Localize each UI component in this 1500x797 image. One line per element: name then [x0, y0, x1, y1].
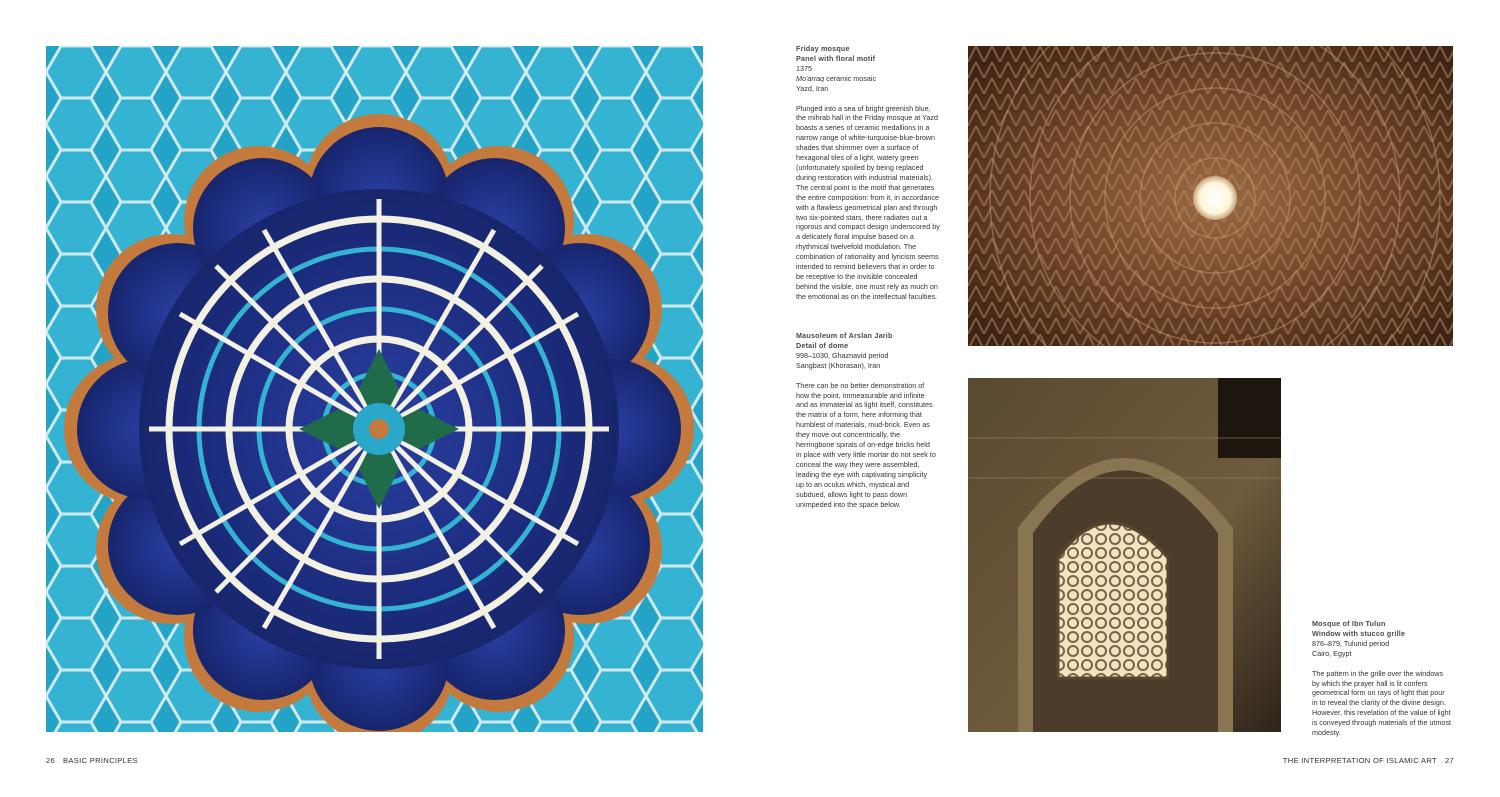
caption-medium-term: Mo'arraq [796, 73, 825, 83]
caption-place: Sangbast (Khorasan), Iran [796, 360, 881, 370]
page-number-right: 27 [1444, 756, 1454, 765]
caption-title: Friday mosque [796, 44, 850, 53]
tile-medallion-image [46, 46, 703, 732]
photo-brick-dome [968, 46, 1453, 346]
folio-left [46, 756, 138, 765]
photo-tile-medallion [46, 46, 703, 732]
caption-body: The pattern in the grille over the windows by which the prayer hall is lit confers geometrical form on rays of light that pour in to reveal the clarity of the divine design. However, this revelation of the value of light is conveyed through materials of the utmost modesty. [1312, 668, 1452, 738]
caption-date: 1375 [796, 63, 812, 73]
page-number-left: 26 [46, 756, 56, 765]
caption-subtitle: Window with stucco grille [1312, 628, 1406, 638]
photo-stucco-grille [968, 378, 1281, 732]
caption-friday-mosque [796, 44, 941, 302]
caption-place: Yazd, Iran [796, 83, 829, 93]
running-head-left: BASIC PRINCIPLES [63, 756, 138, 765]
caption-medium [796, 74, 941, 84]
caption-body: Plunged into a sea of bright greenish blue, the mihrab hall in the Friday mosque at Yazd boasts a series of ceramic medallions in a narrow range of white-turquoise-blue-brown shades that shimmer over a surface of hexagonal tiles of a light, watery green (unfortunately spoiled by being replaced during restoration with industrial materials). The central point is the motif that generates the entire composition: from it, in accordance with a flawless geometrical plan and through two six-pointed stars, there radiates out a rigorous and compact design underscored by a delicately floral impulse based on a rhythmical twelvefold modulation. The combination of rationality and lyricism seems intended to remind believers that in order to be receptive to the invisible concealed behind the visible, one must rely as much on the emotional as on the intellectual faculties. [796, 103, 940, 301]
caption-subtitle: Detail of dome [796, 340, 849, 350]
stucco-grille-image [968, 378, 1281, 732]
folio-right [1283, 756, 1454, 765]
caption-date: 876–879, Tulunid period [1312, 638, 1390, 648]
caption-arslan-jarib [796, 331, 936, 509]
caption-subtitle: Panel with floral motif [796, 53, 876, 63]
brick-dome-image [968, 46, 1453, 346]
caption-ibn-tulun [1312, 619, 1452, 738]
caption-medium-rest: ceramic mosaic [824, 73, 877, 83]
caption-body: There can be no better demonstration of how the point, immeasurable and infinite and as immaterial as light itself, constitutes the matrix of a form, here informing that humblest of materials, mud-brick. Even as they move out concentrically, the herringbone spirals of on-edge bricks held in place with very little mortar do not seek to conceal the way they were assembled, leading the eye with captivating simplicity up to an oculus which, mystical and subdued, allows light to pass down unimpeded into the space below. [796, 380, 936, 509]
running-head-right: THE INTERPRETATION OF ISLAMIC ART [1282, 756, 1437, 765]
caption-place: Cairo, Egypt [1312, 648, 1352, 658]
caption-title: Mosque of Ibn Tulun [1312, 619, 1386, 628]
caption-date: 998–1030, Ghaznavid period [796, 350, 889, 360]
caption-title: Mausoleum of Arslan Jarib [796, 331, 893, 340]
